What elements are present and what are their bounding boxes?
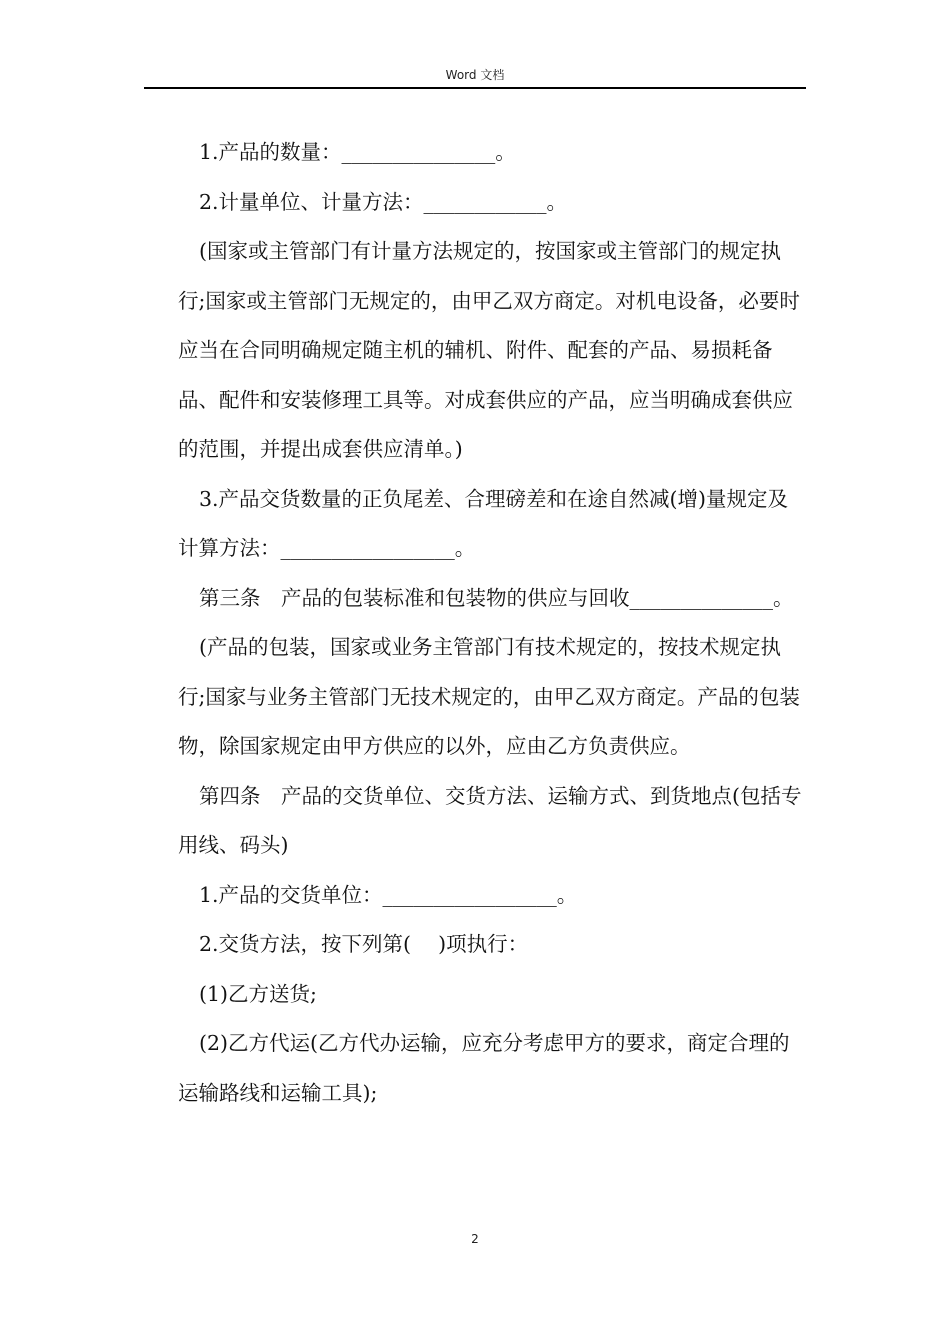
document-body — [178, 128, 808, 1118]
paragraph-delivery-method: 2.交货方法，按下列第( )项执行： — [199, 932, 529, 956]
paragraph-quantity: 1.产品的数量：_______________。 — [199, 140, 516, 164]
paragraph-tolerance: 3.产品交货数量的正负尾差、合理磅差和在途自然减(增)量规定及计算方法：_________________。 — [178, 486, 789, 560]
header-rule — [144, 87, 806, 89]
page-number: 2 — [471, 1232, 479, 1246]
paragraph-option-1: (1)乙方送货; — [199, 981, 317, 1006]
page-header: Word 文档 — [445, 68, 505, 82]
paragraph-article-3: 第三条 产品的包装标准和包装物的供应与回收______________。 — [199, 585, 794, 610]
paragraph-packaging-note: (产品的包装，国家或业务主管部门有技术规定的，按技术规定执行;国家与业务主管部门无技术规定的，由甲乙双方商定。产品的包装物，除国家规定由甲方供应的以外，应由乙方负责供应。 — [178, 635, 800, 758]
paragraph-measurement-note: (国家或主管部门有计量方法规定的，按国家或主管部门的规定执行;国家或主管部门无规定的，由甲乙双方商定。对机电设备，必要时应当在合同明确规定随主机的辅机、附件、配套的产品、易损耗备品、配件和安装修理工具等。对成套供应的产品，应当明确成套供应的范围，并提出成套供应清单。) — [178, 239, 800, 461]
paragraph-option-2: (2)乙方代运(乙方代办运输，应充分考虑甲方的要求，商定合理的运输路线和运输工具); — [178, 1031, 790, 1105]
paragraph-delivery-unit: 1.产品的交货单位：_________________。 — [199, 882, 578, 907]
paragraph-unit: 2.计量单位、计量方法：____________。 — [199, 189, 568, 214]
paragraph-article-4: 第四条 产品的交货单位、交货方法、运输方式、到货地点(包括专用线、码头) — [178, 783, 802, 857]
